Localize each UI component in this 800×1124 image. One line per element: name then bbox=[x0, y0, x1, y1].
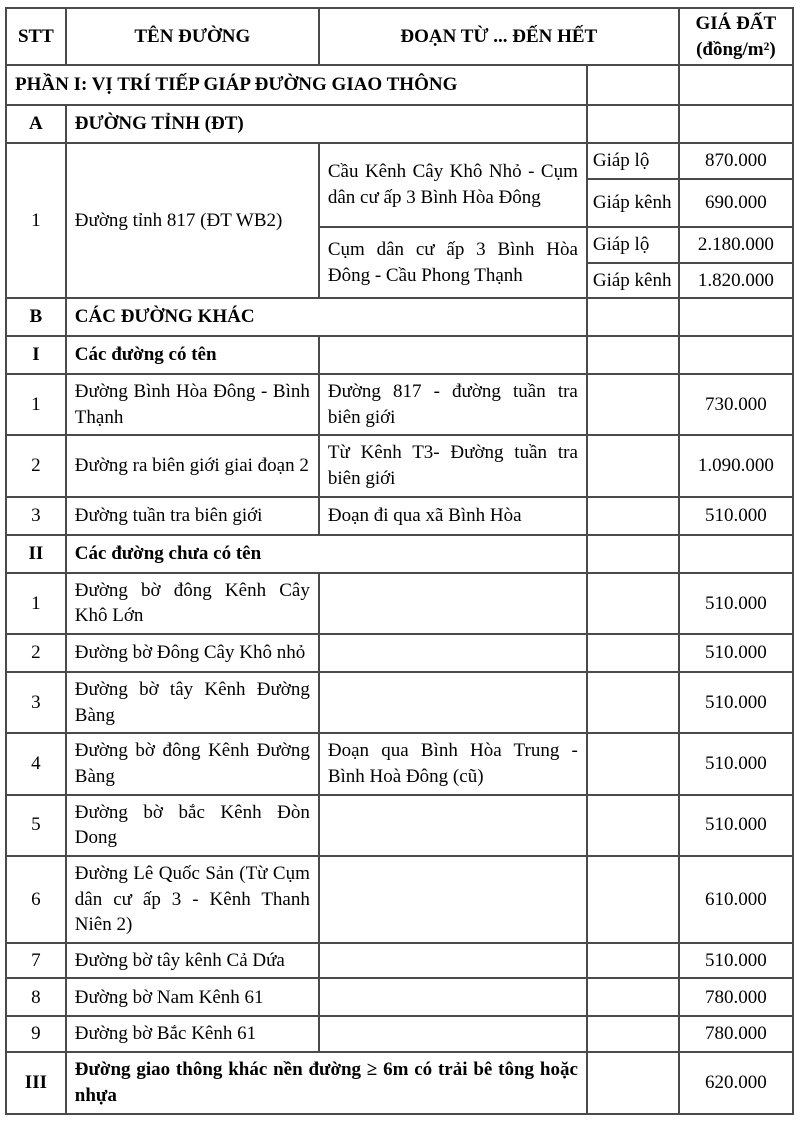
cell-segment bbox=[319, 943, 587, 979]
col-header-price bbox=[679, 8, 793, 65]
col-header-road-name: TÊN ĐƯỜNG bbox=[66, 8, 319, 65]
empty-cell bbox=[587, 943, 679, 979]
empty-cell bbox=[587, 634, 679, 672]
empty-cell bbox=[587, 535, 679, 573]
empty-cell bbox=[587, 1052, 679, 1114]
land-price-table bbox=[5, 7, 794, 1115]
cell-stt: 1 bbox=[6, 143, 66, 298]
cell-price: 730.000 bbox=[679, 374, 793, 435]
cell-road-name: Đường tỉnh 817 (ĐT WB2) bbox=[66, 143, 319, 298]
cell-stt: 1 bbox=[6, 374, 66, 435]
header-row bbox=[6, 8, 793, 65]
empty-cell bbox=[587, 573, 679, 634]
cell-stt: II bbox=[6, 535, 66, 573]
section-b-title: CÁC ĐƯỜNG KHÁC bbox=[66, 298, 587, 336]
cell-road-name: Đường bờ Nam Kênh 61 bbox=[66, 978, 319, 1016]
cell-price: 510.000 bbox=[679, 733, 793, 794]
empty-cell bbox=[587, 105, 679, 143]
empty-cell bbox=[587, 435, 679, 496]
empty-cell bbox=[587, 856, 679, 943]
table-row bbox=[6, 1016, 793, 1052]
section-i-row bbox=[6, 336, 793, 374]
cell-stt: 9 bbox=[6, 1016, 66, 1052]
empty-cell bbox=[587, 65, 679, 105]
empty-cell bbox=[587, 336, 679, 374]
col-header-segment: ĐOẠN TỪ ... ĐẾN HẾT bbox=[319, 8, 679, 65]
cell-segment bbox=[319, 795, 587, 856]
table-row bbox=[6, 672, 793, 733]
empty-cell bbox=[587, 298, 679, 336]
cell-price: 510.000 bbox=[679, 573, 793, 634]
cell-road-name: Đường bờ bắc Kênh Đòn Dong bbox=[66, 795, 319, 856]
table-row bbox=[6, 634, 793, 672]
cell-price: 510.000 bbox=[679, 497, 793, 535]
cell-stt: 2 bbox=[6, 435, 66, 496]
cell-segment bbox=[319, 573, 587, 634]
cell-road-name: Đường bờ Bắc Kênh 61 bbox=[66, 1016, 319, 1052]
cell-price: 2.180.000 bbox=[679, 227, 793, 263]
cell-position-type: Giáp lộ bbox=[587, 227, 679, 263]
cell-position-type: Giáp kênh bbox=[587, 179, 679, 227]
cell-road-name: Đường ra biên giới giai đoạn 2 bbox=[66, 435, 319, 496]
empty-cell bbox=[679, 298, 793, 336]
table-row bbox=[6, 943, 793, 979]
table-row bbox=[6, 374, 793, 435]
cell-road-name: Đường bờ tây Kênh Đường Bàng bbox=[66, 672, 319, 733]
cell-stt: I bbox=[6, 336, 66, 374]
cell-price: 870.000 bbox=[679, 143, 793, 179]
section-i-title: Các đường có tên bbox=[66, 336, 319, 374]
section-a-title: ĐƯỜNG TỈNH (ĐT) bbox=[66, 105, 587, 143]
cell-road-name: Đường bờ tây kênh Cả Dứa bbox=[66, 943, 319, 979]
cell-stt: 8 bbox=[6, 978, 66, 1016]
cell-road-name: Đường bờ đông Kênh Đường Bàng bbox=[66, 733, 319, 794]
cell-stt: 3 bbox=[6, 497, 66, 535]
section-b-row bbox=[6, 298, 793, 336]
cell-segment: Đoạn qua Bình Hòa Trung - Bình Hoà Đông (cũ) bbox=[319, 733, 587, 794]
empty-cell bbox=[587, 497, 679, 535]
table-row bbox=[6, 978, 793, 1016]
cell-segment: Đường 817 - đường tuần tra biên giới bbox=[319, 374, 587, 435]
cell-segment bbox=[319, 1016, 587, 1052]
cell-road-name: Đường Bình Hòa Đông - Bình Thạnh bbox=[66, 374, 319, 435]
cell-segment bbox=[319, 978, 587, 1016]
table-row bbox=[6, 497, 793, 535]
section-iii-row bbox=[6, 1052, 793, 1114]
part1-title-row bbox=[6, 65, 793, 105]
cell-segment bbox=[319, 634, 587, 672]
table-row bbox=[6, 856, 793, 943]
empty-cell bbox=[679, 535, 793, 573]
cell-stt: 4 bbox=[6, 733, 66, 794]
empty-cell bbox=[587, 978, 679, 1016]
cell-road-name: Đường bờ đông Kênh Cây Khô Lớn bbox=[66, 573, 319, 634]
col-header-stt: STT bbox=[6, 8, 66, 65]
cell-segment: Từ Kênh T3- Đường tuần tra biên giới bbox=[319, 435, 587, 496]
cell-price: 510.000 bbox=[679, 943, 793, 979]
cell-road-name: Đường bờ Đông Cây Khô nhỏ bbox=[66, 634, 319, 672]
cell-price: 1.820.000 bbox=[679, 263, 793, 299]
cell-road-name: Đường Lê Quốc Sản (Từ Cụm dân cư ấp 3 - Kênh Thanh Niên 2) bbox=[66, 856, 319, 943]
cell-price: 510.000 bbox=[679, 672, 793, 733]
cell-price: 780.000 bbox=[679, 978, 793, 1016]
empty-cell bbox=[587, 1016, 679, 1052]
cell-price: 510.000 bbox=[679, 795, 793, 856]
cell-stt: 5 bbox=[6, 795, 66, 856]
section-iii-title: Đường giao thông khác nền đường ≥ 6m có trải bê tông hoặc nhựa bbox=[66, 1052, 587, 1114]
section-a-row bbox=[6, 105, 793, 143]
empty-cell bbox=[319, 336, 587, 374]
cell-position-type: Giáp lộ bbox=[587, 143, 679, 179]
empty-cell bbox=[587, 733, 679, 794]
section-ii-title: Các đường chưa có tên bbox=[66, 535, 587, 573]
cell-stt: 7 bbox=[6, 943, 66, 979]
cell-price: 690.000 bbox=[679, 179, 793, 227]
cell-stt: 2 bbox=[6, 634, 66, 672]
cell-stt: A bbox=[6, 105, 66, 143]
table-row bbox=[6, 435, 793, 496]
cell-stt: 1 bbox=[6, 573, 66, 634]
cell-position-type: Giáp kênh bbox=[587, 263, 679, 299]
table-row bbox=[6, 795, 793, 856]
table-row bbox=[6, 573, 793, 634]
cell-price: 510.000 bbox=[679, 634, 793, 672]
cell-price: 620.000 bbox=[679, 1052, 793, 1114]
table-row bbox=[6, 143, 793, 179]
empty-cell bbox=[587, 795, 679, 856]
cell-segment: Đoạn đi qua xã Bình Hòa bbox=[319, 497, 587, 535]
cell-stt: B bbox=[6, 298, 66, 336]
empty-cell bbox=[679, 105, 793, 143]
cell-road-name: Đường tuần tra biên giới bbox=[66, 497, 319, 535]
section-ii-row bbox=[6, 535, 793, 573]
empty-cell bbox=[679, 336, 793, 374]
price-header-unit: (đồng/m²) bbox=[696, 38, 776, 60]
cell-segment: Cầu Kênh Cây Khô Nhỏ - Cụm dân cư ấp 3 Bình Hòa Đông bbox=[319, 143, 587, 227]
cell-segment bbox=[319, 672, 587, 733]
table-row bbox=[6, 733, 793, 794]
cell-price: 1.090.000 bbox=[679, 435, 793, 496]
empty-cell bbox=[587, 374, 679, 435]
part1-title: PHẦN I: VỊ TRÍ TIẾP GIÁP ĐƯỜNG GIAO THÔNG bbox=[6, 65, 587, 105]
empty-cell bbox=[587, 672, 679, 733]
cell-segment: Cụm dân cư ấp 3 Bình Hòa Đông - Cầu Phong Thạnh bbox=[319, 227, 587, 298]
cell-price: 610.000 bbox=[679, 856, 793, 943]
price-header-line1: GIÁ ĐẤT bbox=[695, 13, 777, 34]
cell-price: 780.000 bbox=[679, 1016, 793, 1052]
cell-stt: 6 bbox=[6, 856, 66, 943]
empty-cell bbox=[679, 65, 793, 105]
cell-stt: III bbox=[6, 1052, 66, 1114]
cell-stt: 3 bbox=[6, 672, 66, 733]
cell-segment bbox=[319, 856, 587, 943]
